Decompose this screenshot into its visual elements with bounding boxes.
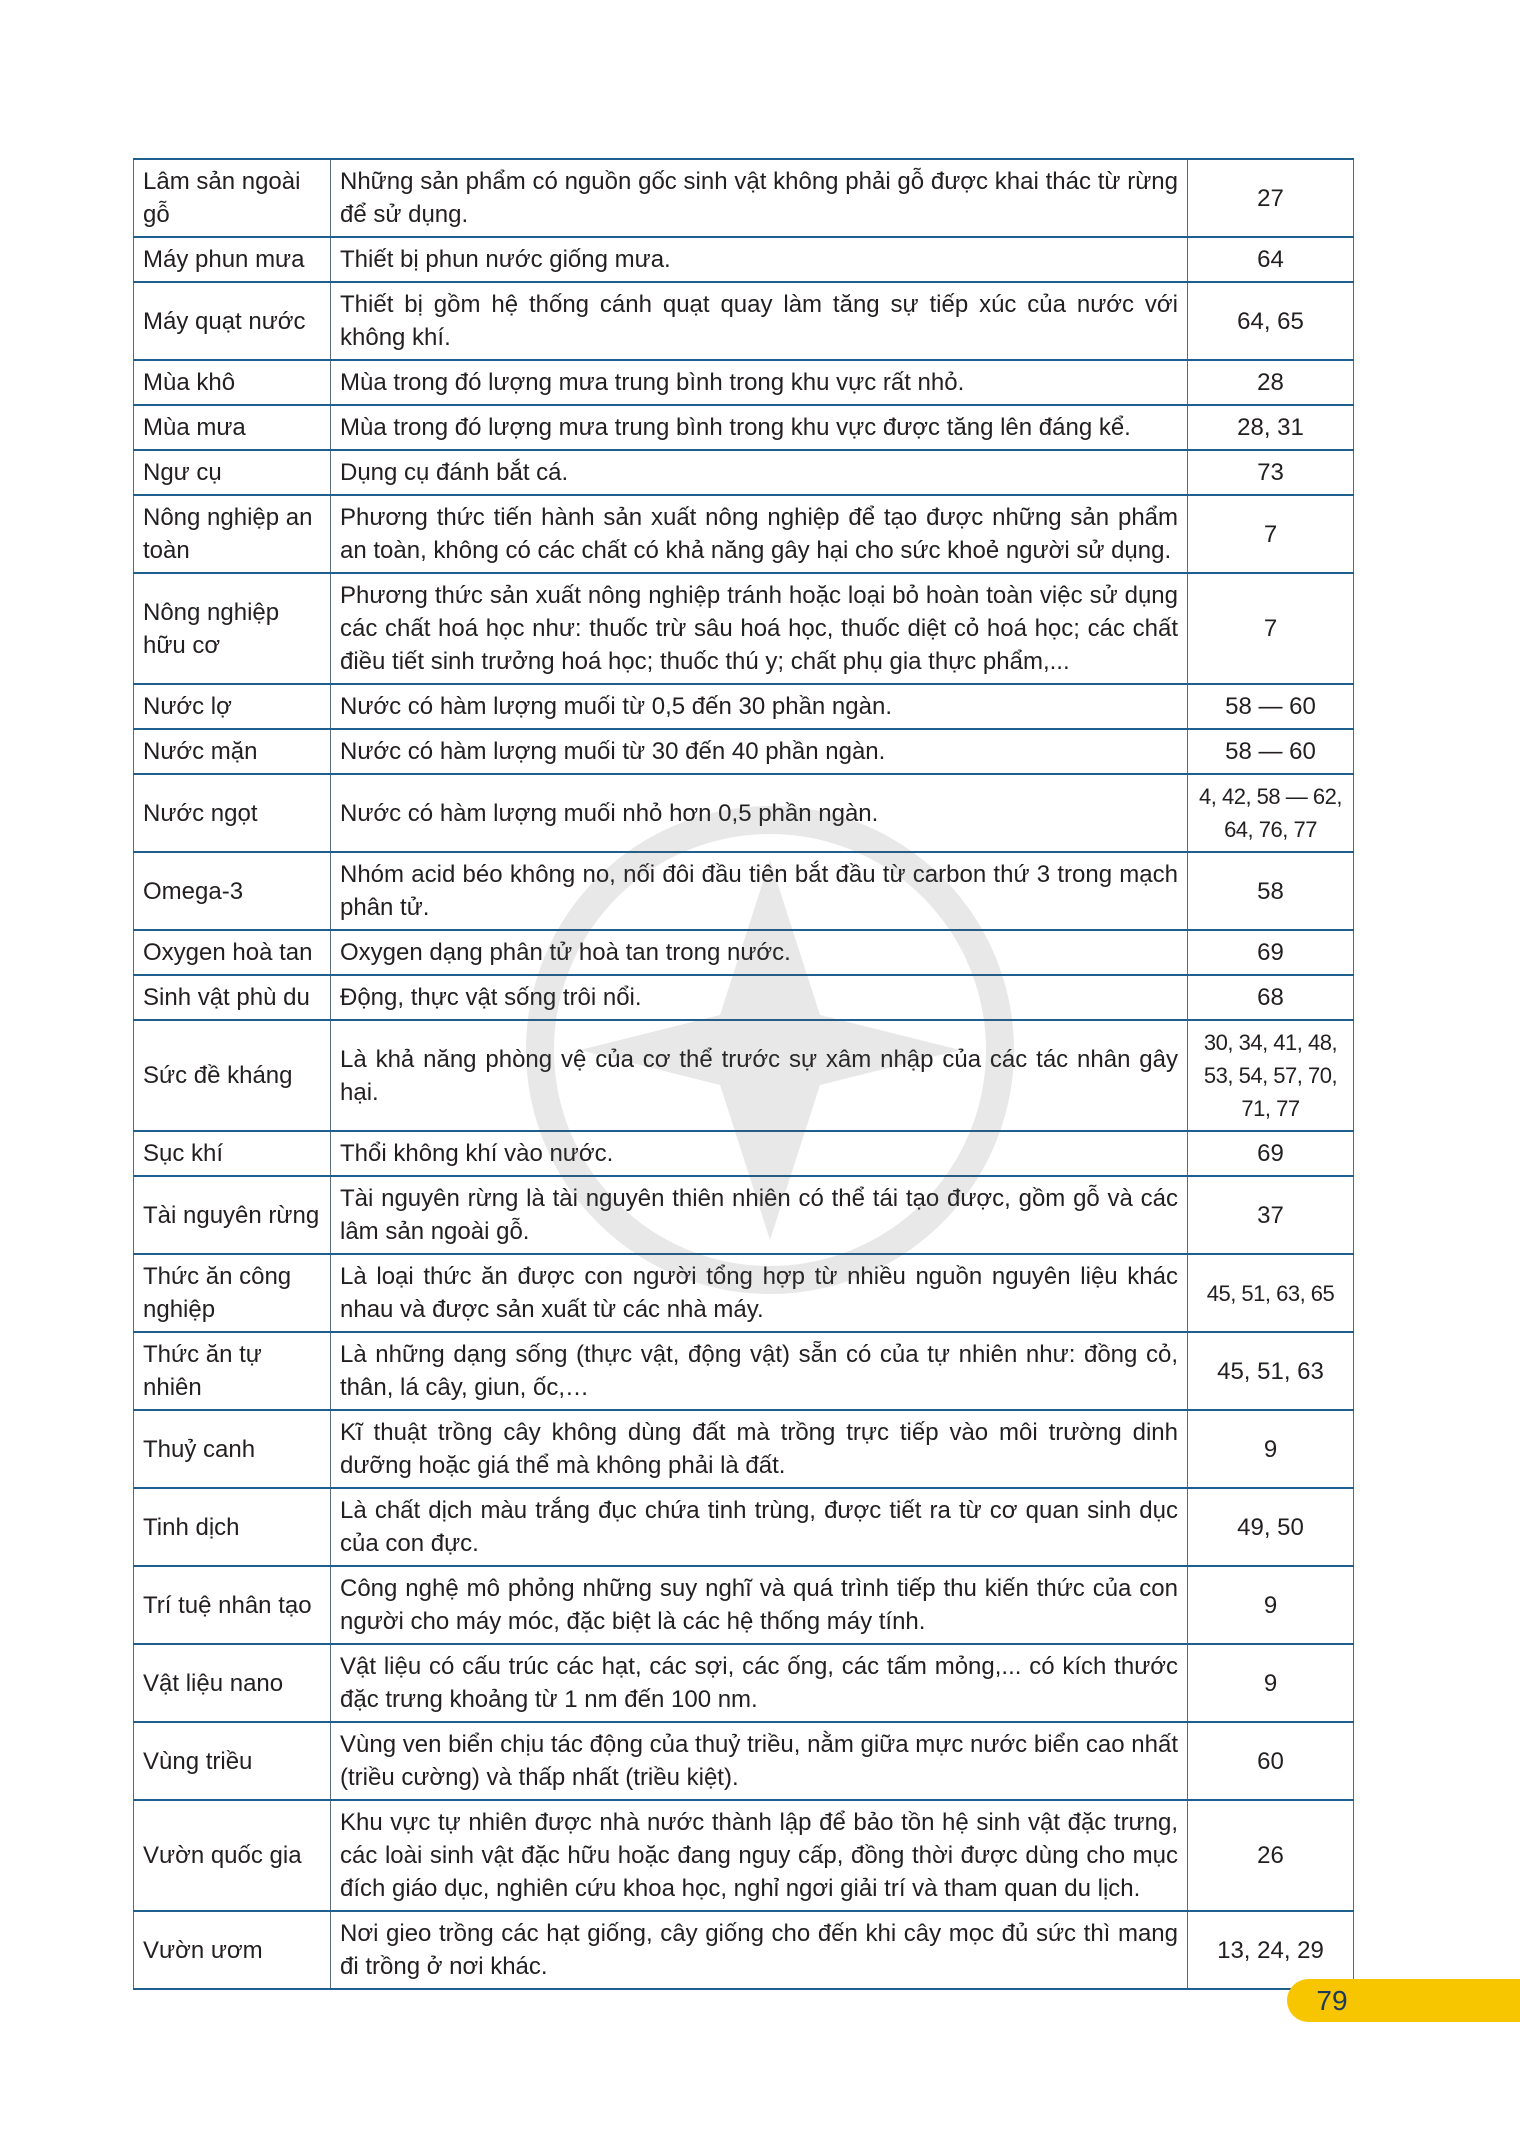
glossary-definition: Nhóm acid béo không no, nối đôi đầu tiên bắt đầu từ carbon thứ 3 trong mạch phân tử. [331,852,1188,930]
glossary-pages: 64, 65 [1188,282,1354,360]
table-row [134,1911,1354,1989]
glossary-pages: 69 [1188,1131,1354,1176]
table-row [134,1800,1354,1911]
glossary-term: Trí tuệ nhân tạo [134,1566,331,1644]
glossary-definition: Động, thực vật sống trôi nổi. [331,975,1188,1020]
glossary-pages: 7 [1188,495,1354,573]
glossary-pages: 68 [1188,975,1354,1020]
glossary-definition: Nơi gieo trồng các hạt giống, cây giống cho đến khi cây mọc đủ sức thì mang đi trồng ở nơi khác. [331,1911,1188,1989]
glossary-pages: 27 [1188,159,1354,237]
glossary-term: Mùa mưa [134,405,331,450]
glossary-pages: 58 — 60 [1188,684,1354,729]
glossary-pages: 30, 34, 41, 48, 53, 54, 57, 70, 71, 77 [1188,1020,1354,1131]
glossary-pages: 49, 50 [1188,1488,1354,1566]
table-row [134,1410,1354,1488]
glossary-definition: Thổi không khí vào nước. [331,1131,1188,1176]
glossary-term: Nông nghiệp an toàn [134,495,331,573]
table-row [134,684,1354,729]
table-row [134,450,1354,495]
table-row [134,729,1354,774]
glossary-term: Ngư cụ [134,450,331,495]
table-row [134,573,1354,684]
glossary-term: Nước mặn [134,729,331,774]
glossary-pages: 37 [1188,1176,1354,1254]
glossary-definition: Là loại thức ăn được con người tổng hợp từ nhiều nguồn nguyên liệu khác nhau và được sản xuất từ các nhà máy. [331,1254,1188,1332]
glossary-definition: Vật liệu có cấu trúc các hạt, các sợi, các ống, các tấm mỏng,... có kích thước đặc trưng khoảng từ 1 nm đến 100 nm. [331,1644,1188,1722]
table-row [134,1566,1354,1644]
glossary-definition: Công nghệ mô phỏng những suy nghĩ và quá trình tiếp thu kiến thức của con người cho máy móc, đặc biệt là các hệ thống máy tính. [331,1566,1188,1644]
glossary-term: Máy quạt nước [134,282,331,360]
glossary-term: Vườn quốc gia [134,1800,331,1911]
glossary-definition: Mùa trong đó lượng mưa trung bình trong khu vực được tăng lên đáng kể. [331,405,1188,450]
table-row [134,237,1354,282]
glossary-pages: 9 [1188,1566,1354,1644]
glossary-term: Oxygen hoà tan [134,930,331,975]
glossary-table [133,158,1354,1990]
table-row [134,975,1354,1020]
glossary-term: Máy phun mưa [134,237,331,282]
glossary-term: Vật liệu nano [134,1644,331,1722]
glossary-definition: Là chất dịch màu trắng đục chứa tinh trùng, được tiết ra từ cơ quan sinh dục của con đực. [331,1488,1188,1566]
glossary-pages: 7 [1188,573,1354,684]
glossary-pages: 45, 51, 63 [1188,1332,1354,1410]
glossary-pages: 69 [1188,930,1354,975]
glossary-definition: Oxygen dạng phân tử hoà tan trong nước. [331,930,1188,975]
table-row [134,1722,1354,1800]
glossary-definition: Kĩ thuật trồng cây không dùng đất mà trồng trực tiếp vào môi trường dinh dưỡng hoặc giá thể mà không phải là đất. [331,1410,1188,1488]
glossary-term: Nông nghiệp hữu cơ [134,573,331,684]
glossary-definition: Vùng ven biển chịu tác động của thuỷ triều, nằm giữa mực nước biển cao nhất (triều cường) và thấp nhất (triều kiệt). [331,1722,1188,1800]
glossary-pages: 4, 42, 58 — 62, 64, 76, 77 [1188,774,1354,852]
glossary-term: Tinh dịch [134,1488,331,1566]
glossary-definition: Nước có hàm lượng muối nhỏ hơn 0,5 phần ngàn. [331,774,1188,852]
glossary-definition: Thiết bị gồm hệ thống cánh quạt quay làm tăng sự tiếp xúc của nước với không khí. [331,282,1188,360]
glossary-definition: Thiết bị phun nước giống mưa. [331,237,1188,282]
glossary-pages: 60 [1188,1722,1354,1800]
glossary-pages: 9 [1188,1410,1354,1488]
table-row [134,1254,1354,1332]
glossary-pages: 64 [1188,237,1354,282]
glossary-term: Vườn ươm [134,1911,331,1989]
glossary-pages: 13, 24, 29 [1188,1911,1354,1989]
glossary-definition: Là những dạng sống (thực vật, động vật) sẵn có của tự nhiên như: đồng cỏ, thân, lá cây, giun, ốc,… [331,1332,1188,1410]
table-row [134,1020,1354,1131]
table-row [134,1131,1354,1176]
glossary-definition: Mùa trong đó lượng mưa trung bình trong khu vực rất nhỏ. [331,360,1188,405]
table-row [134,1176,1354,1254]
glossary-term: Nước ngọt [134,774,331,852]
table-row [134,930,1354,975]
glossary-term: Thức ăn tự nhiên [134,1332,331,1410]
glossary-definition: Phương thức tiến hành sản xuất nông nghiệp để tạo được những sản phẩm an toàn, không có các chất có khả năng gây hại cho sức khoẻ người sử dụng. [331,495,1188,573]
glossary-term: Thức ăn công nghiệp [134,1254,331,1332]
glossary-definition: Là khả năng phòng vệ của cơ thể trước sự xâm nhập của các tác nhân gây hại. [331,1020,1188,1131]
glossary-pages: 58 [1188,852,1354,930]
glossary-definition: Phương thức sản xuất nông nghiệp tránh hoặc loại bỏ hoàn toàn việc sử dụng các chất hoá học như: thuốc trừ sâu hoá học, thuốc diệt cỏ hoá học; các chất điều tiết sinh trưởng hoá học; thuốc thú y; chất phụ gia thực phẩm,... [331,573,1188,684]
table-row [134,360,1354,405]
glossary-definition: Tài nguyên rừng là tài nguyên thiên nhiên có thể tái tạo được, gồm gỗ và các lâm sản ngoài gỗ. [331,1176,1188,1254]
glossary-definition: Nước có hàm lượng muối từ 30 đến 40 phần ngàn. [331,729,1188,774]
glossary-definition: Những sản phẩm có nguồn gốc sinh vật không phải gỗ được khai thác từ rừng để sử dụng. [331,159,1188,237]
page-number: 79 [1316,1985,1348,2016]
glossary-definition: Nước có hàm lượng muối từ 0,5 đến 30 phần ngàn. [331,684,1188,729]
page-number-badge [1287,1979,1520,2022]
glossary-term: Sinh vật phù du [134,975,331,1020]
table-row [134,1644,1354,1722]
glossary-pages: 28 [1188,360,1354,405]
glossary-body [134,159,1354,1989]
glossary-term: Omega-3 [134,852,331,930]
glossary-pages: 26 [1188,1800,1354,1911]
glossary-term: Sức đề kháng [134,1020,331,1131]
glossary-definition: Khu vực tự nhiên được nhà nước thành lập để bảo tồn hệ sinh vật đặc trưng, các loài sinh vật đặc hữu hoặc đang nguy cấp, đồng thời được dùng cho mục đích giáo dục, nghiên cứu khoa học, nghỉ ngơi giải trí và tham quan du lịch. [331,1800,1188,1911]
glossary-term: Lâm sản ngoài gỗ [134,159,331,237]
glossary-term: Thuỷ canh [134,1410,331,1488]
glossary-term: Nước lợ [134,684,331,729]
glossary-pages: 58 — 60 [1188,729,1354,774]
table-row [134,852,1354,930]
glossary-pages: 28, 31 [1188,405,1354,450]
glossary-term: Vùng triều [134,1722,331,1800]
table-row [134,282,1354,360]
table-row [134,495,1354,573]
table-row [134,405,1354,450]
glossary-term: Mùa khô [134,360,331,405]
glossary-term: Sục khí [134,1131,331,1176]
glossary-definition: Dụng cụ đánh bắt cá. [331,450,1188,495]
table-row [134,774,1354,852]
glossary-pages: 9 [1188,1644,1354,1722]
glossary-term: Tài nguyên rừng [134,1176,331,1254]
table-row [134,159,1354,237]
glossary-pages: 45, 51, 63, 65 [1188,1254,1354,1332]
table-row [134,1488,1354,1566]
table-row [134,1332,1354,1410]
glossary-pages: 73 [1188,450,1354,495]
